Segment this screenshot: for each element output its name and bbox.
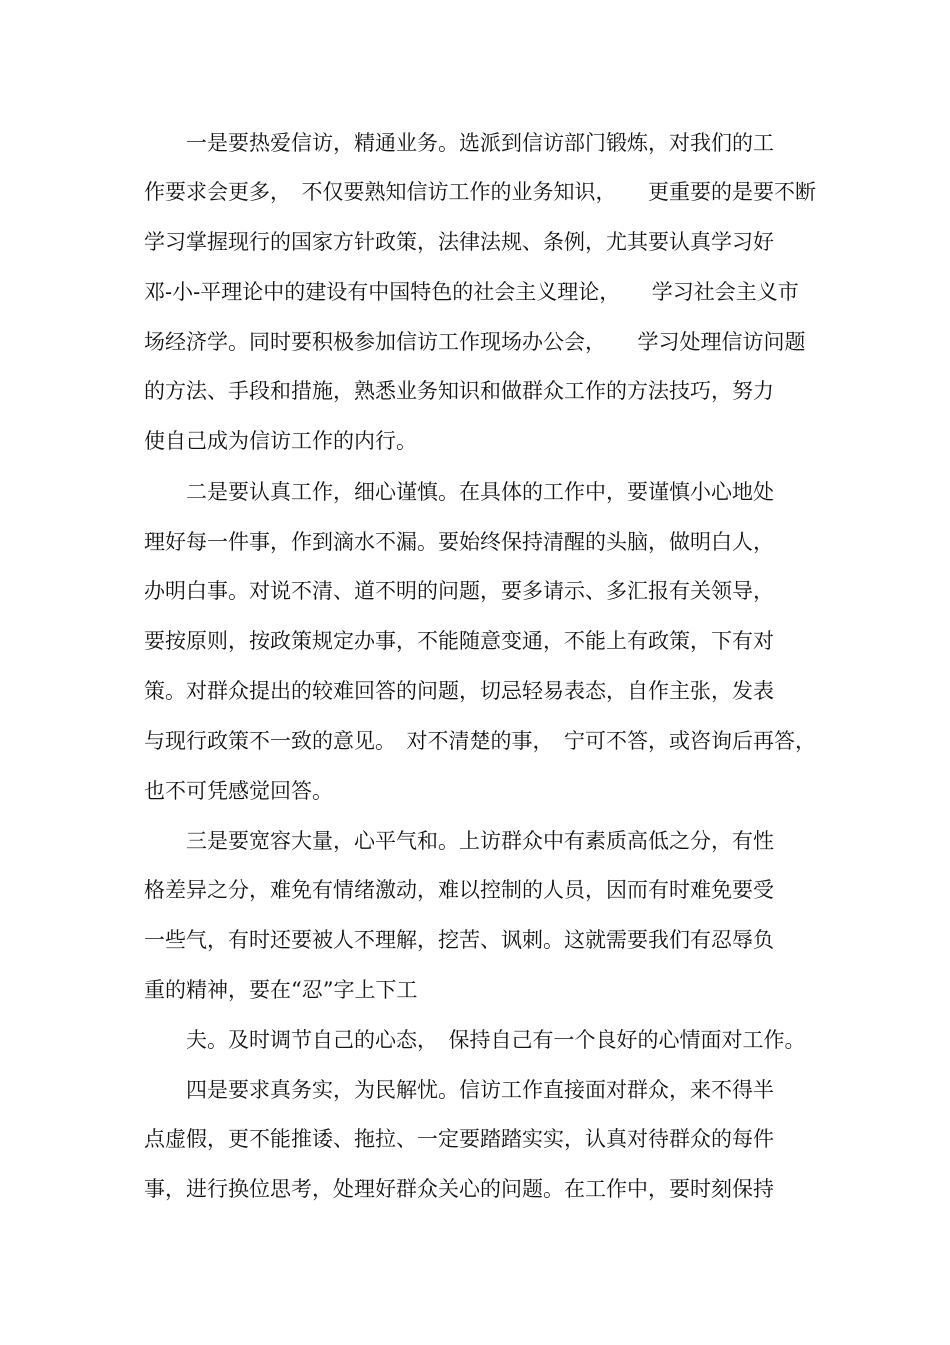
text-line: 理好每一件事，作到滴水不漏。要始终保持清醒的头脑，做明白人， <box>144 530 774 554</box>
text-line: 的方法、手段和措施，熟悉业务知识和做群众工作的方法技巧，努力 <box>144 379 774 403</box>
text-line: 办明白事。对说不清、道不明的问题，要多请示、多汇报有关领导， <box>144 579 774 603</box>
text-line: 一些气，有时还要被人不理解，挖苦、讽刺。这就需要我们有忍辱负 <box>144 928 774 952</box>
text-line: 使自己成为信访工作的内行。 <box>144 429 417 453</box>
text-line: 三是要宽容大量，心平气和。上访群众中有素质高低之分，有性 <box>144 829 774 853</box>
text-line: 邓-小-平理论中的建设有中国特色的社会主义理论， 学习社会主义市 <box>144 280 799 304</box>
text-line: 要按原则，按政策规定办事，不能随意变通，不能上有政策，下有对 <box>144 629 774 653</box>
text-line: 格差异之分，难免有情绪激动，难以控制的人员，因而有时难免要受 <box>144 878 774 902</box>
text-line: 与现行政策不一致的意见。 对不清楚的事， 宁可不答，或咨询后再答， <box>144 729 816 753</box>
text-line: 点虚假，更不能推诿、拖拉、一定要踏踏实实，认真对待群众的每件 <box>144 1127 774 1151</box>
text-line: 一是要热爱信访，精通业务。选派到信访部门锻炼，对我们的工 <box>144 131 774 155</box>
text-line: 四是要求真务实，为民解忧。信访工作直接面对群众，来不得半 <box>144 1078 774 1102</box>
text-line: 也不可凭感觉回答。 <box>144 779 333 803</box>
text-line: 场经济学。同时要积极参加信访工作现场办公会， 学习处理信访问题 <box>144 330 806 354</box>
text-line: 事，进行换位思考，处理好群众关心的问题。在工作中，要时刻保持 <box>144 1177 774 1201</box>
text-line: 重的精神，要在“忍”字上下工 <box>144 978 418 1002</box>
text-line: 作要求会更多， 不仅要熟知信访工作的业务知识， 更重要的是要不断 <box>144 180 816 204</box>
text-line: 学习掌握现行的国家方针政策，法律法规、条例，尤其要认真学习好 <box>144 230 774 254</box>
text-line: 夫。及时调节自己的心态， 保持自己有一个良好的心情面对工作。 <box>144 1028 806 1052</box>
text-line: 策。对群众提出的较难回答的问题，切忌轻易表态，自作主张，发表 <box>144 679 774 703</box>
text-line: 二是要认真工作，细心谨慎。在具体的工作中，要谨慎小心地处 <box>144 480 774 504</box>
